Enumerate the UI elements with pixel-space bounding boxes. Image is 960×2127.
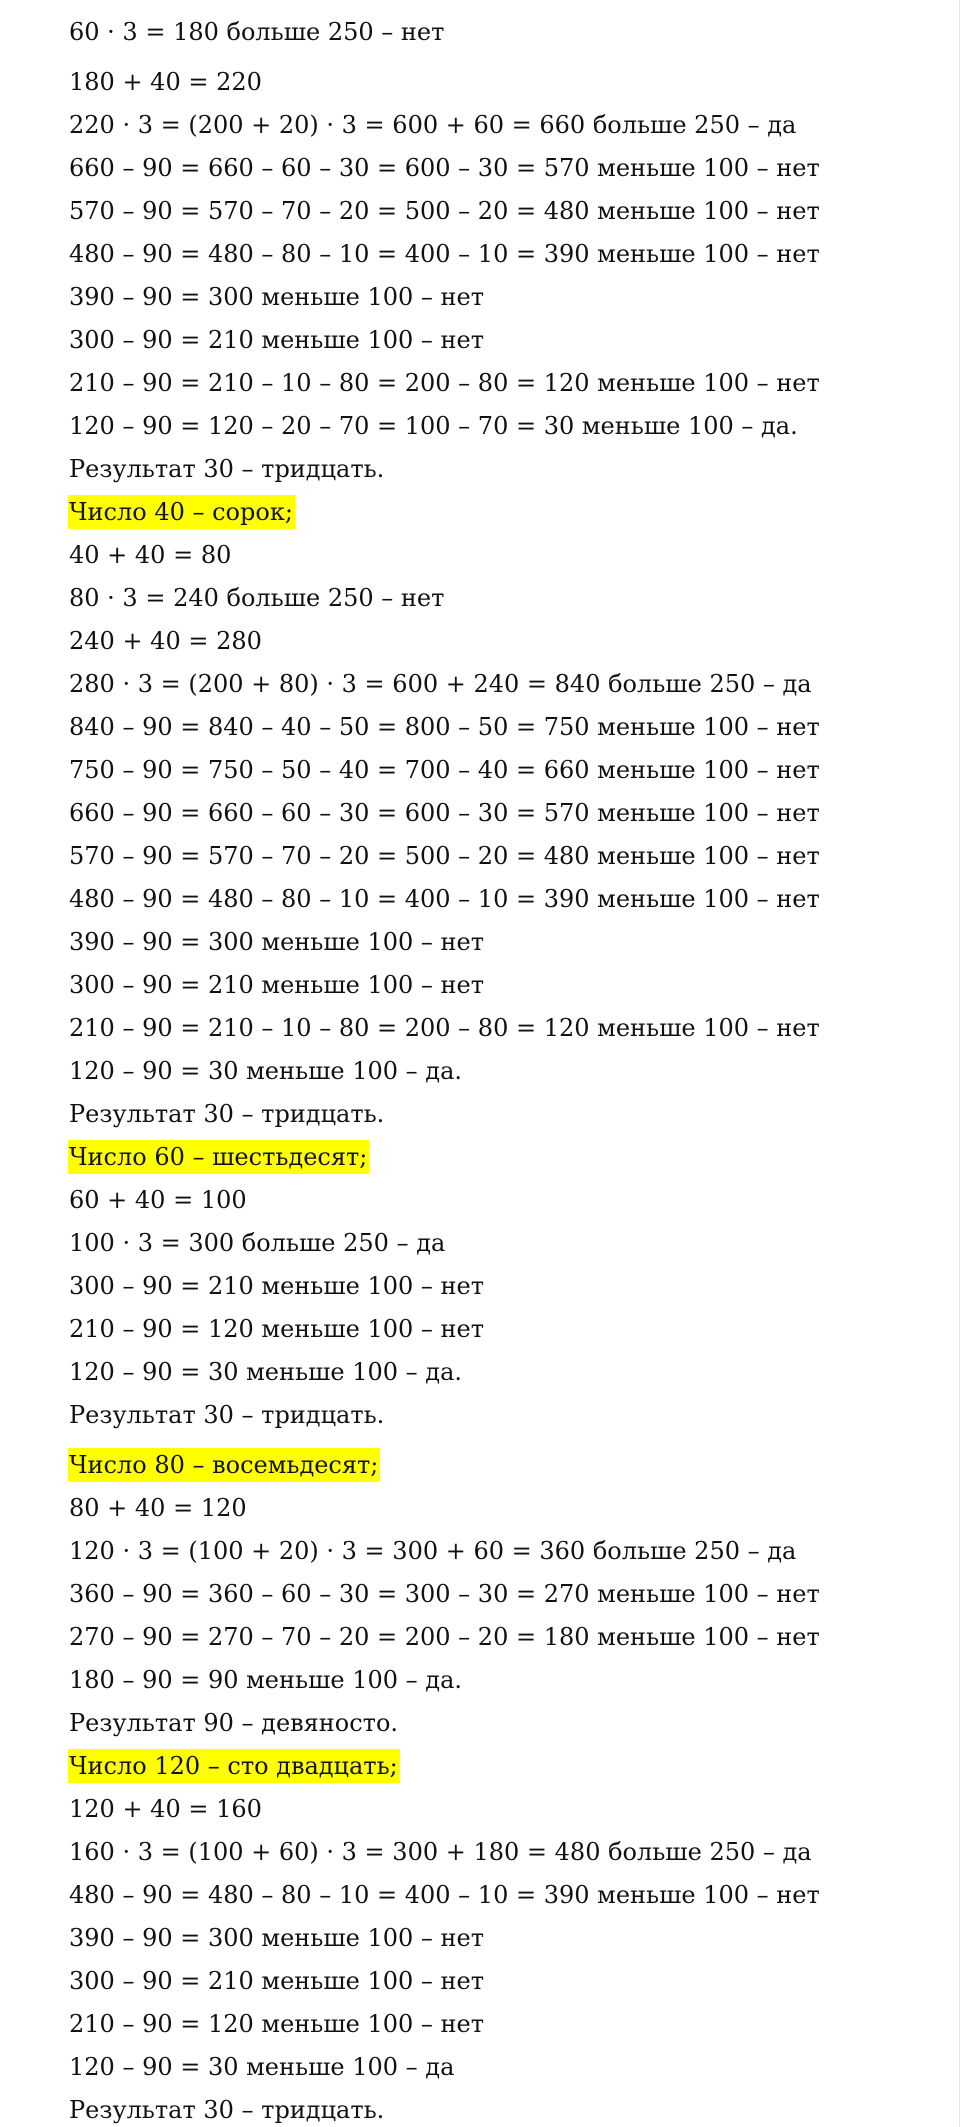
text-line: 60 + 40 = 100 [69,1186,247,1214]
text-line: 480 – 90 = 480 – 80 – 10 = 400 – 10 = 390 меньше 100 – нет [69,240,820,268]
text-line: 570 – 90 = 570 – 70 – 20 = 500 – 20 = 480 меньше 100 – нет [69,842,820,870]
text-line: 390 – 90 = 300 меньше 100 – нет [69,928,485,956]
text-line: Результат 30 – тридцать. [69,1401,385,1429]
text-line: 300 – 90 = 210 меньше 100 – нет [69,326,485,354]
text-line: 160 · 3 = (100 + 60) · 3 = 300 + 180 = 480 больше 250 – да [69,1838,812,1866]
text-line: 280 · 3 = (200 + 80) · 3 = 600 + 240 = 840 больше 250 – да [69,670,812,698]
text-line: Результат 30 – тридцать. [69,2096,385,2124]
text-line: 210 – 90 = 210 – 10 – 80 = 200 – 80 = 120 меньше 100 – нет [69,1014,820,1042]
text-line: 270 – 90 = 270 – 70 – 20 = 200 – 20 = 180 меньше 100 – нет [69,1623,820,1651]
text-line: 210 – 90 = 210 – 10 – 80 = 200 – 80 = 120 меньше 100 – нет [69,369,820,397]
text-line: Результат 30 – тридцать. [69,1100,385,1128]
text-line: 360 – 90 = 360 – 60 – 30 = 300 – 30 = 270 меньше 100 – нет [69,1580,820,1608]
text-line: 240 + 40 = 280 [69,627,262,655]
section-heading: Число 60 – шестьдесят; [68,1140,369,1174]
text-line: 120 + 40 = 160 [69,1795,262,1823]
text-line: 660 – 90 = 660 – 60 – 30 = 600 – 30 = 570 меньше 100 – нет [69,799,820,827]
text-line: 180 + 40 = 220 [69,68,262,96]
text-line: Результат 90 – девяносто. [69,1709,399,1737]
text-line: 750 – 90 = 750 – 50 – 40 = 700 – 40 = 660 меньше 100 – нет [69,756,820,784]
text-line: 60 · 3 = 180 больше 250 – нет [69,18,445,46]
text-line: 120 · 3 = (100 + 20) · 3 = 300 + 60 = 360 больше 250 – да [69,1537,797,1565]
text-line: 120 – 90 = 30 меньше 100 – да. [69,1057,462,1085]
text-line: 300 – 90 = 210 меньше 100 – нет [69,1272,485,1300]
section-heading: Число 80 – восемьдесят; [68,1448,380,1482]
text-line: 80 + 40 = 120 [69,1494,247,1522]
text-line: 300 – 90 = 210 меньше 100 – нет [69,971,485,999]
text-line: 300 – 90 = 210 меньше 100 – нет [69,1967,485,1995]
text-line: 210 – 90 = 120 меньше 100 – нет [69,1315,485,1343]
text-line: 480 – 90 = 480 – 80 – 10 = 400 – 10 = 390 меньше 100 – нет [69,1881,820,1909]
text-line: 80 · 3 = 240 больше 250 – нет [69,584,445,612]
text-line: 40 + 40 = 80 [69,541,232,569]
text-line: 120 – 90 = 30 меньше 100 – да. [69,1358,462,1386]
text-line: 390 – 90 = 300 меньше 100 – нет [69,1924,485,1952]
section-heading: Число 40 – сорок; [68,495,295,529]
text-line: 840 – 90 = 840 – 40 – 50 = 800 – 50 = 750 меньше 100 – нет [69,713,820,741]
text-line: Результат 30 – тридцать. [69,455,385,483]
text-line: 180 – 90 = 90 меньше 100 – да. [69,1666,462,1694]
text-line: 570 – 90 = 570 – 70 – 20 = 500 – 20 = 480 меньше 100 – нет [69,197,820,225]
text-line: 120 – 90 = 30 меньше 100 – да [69,2053,455,2081]
text-line: 100 · 3 = 300 больше 250 – да [69,1229,446,1257]
text-line: 660 – 90 = 660 – 60 – 30 = 600 – 30 = 570 меньше 100 – нет [69,154,820,182]
text-line: 390 – 90 = 300 меньше 100 – нет [69,283,485,311]
text-line: 480 – 90 = 480 – 80 – 10 = 400 – 10 = 390 меньше 100 – нет [69,885,820,913]
text-line: 220 · 3 = (200 + 20) · 3 = 600 + 60 = 660 больше 250 – да [69,111,797,139]
section-heading: Число 120 – сто двадцать; [68,1749,400,1783]
text-line: 210 – 90 = 120 меньше 100 – нет [69,2010,485,2038]
text-line: 120 – 90 = 120 – 20 – 70 = 100 – 70 = 30 меньше 100 – да. [69,412,798,440]
